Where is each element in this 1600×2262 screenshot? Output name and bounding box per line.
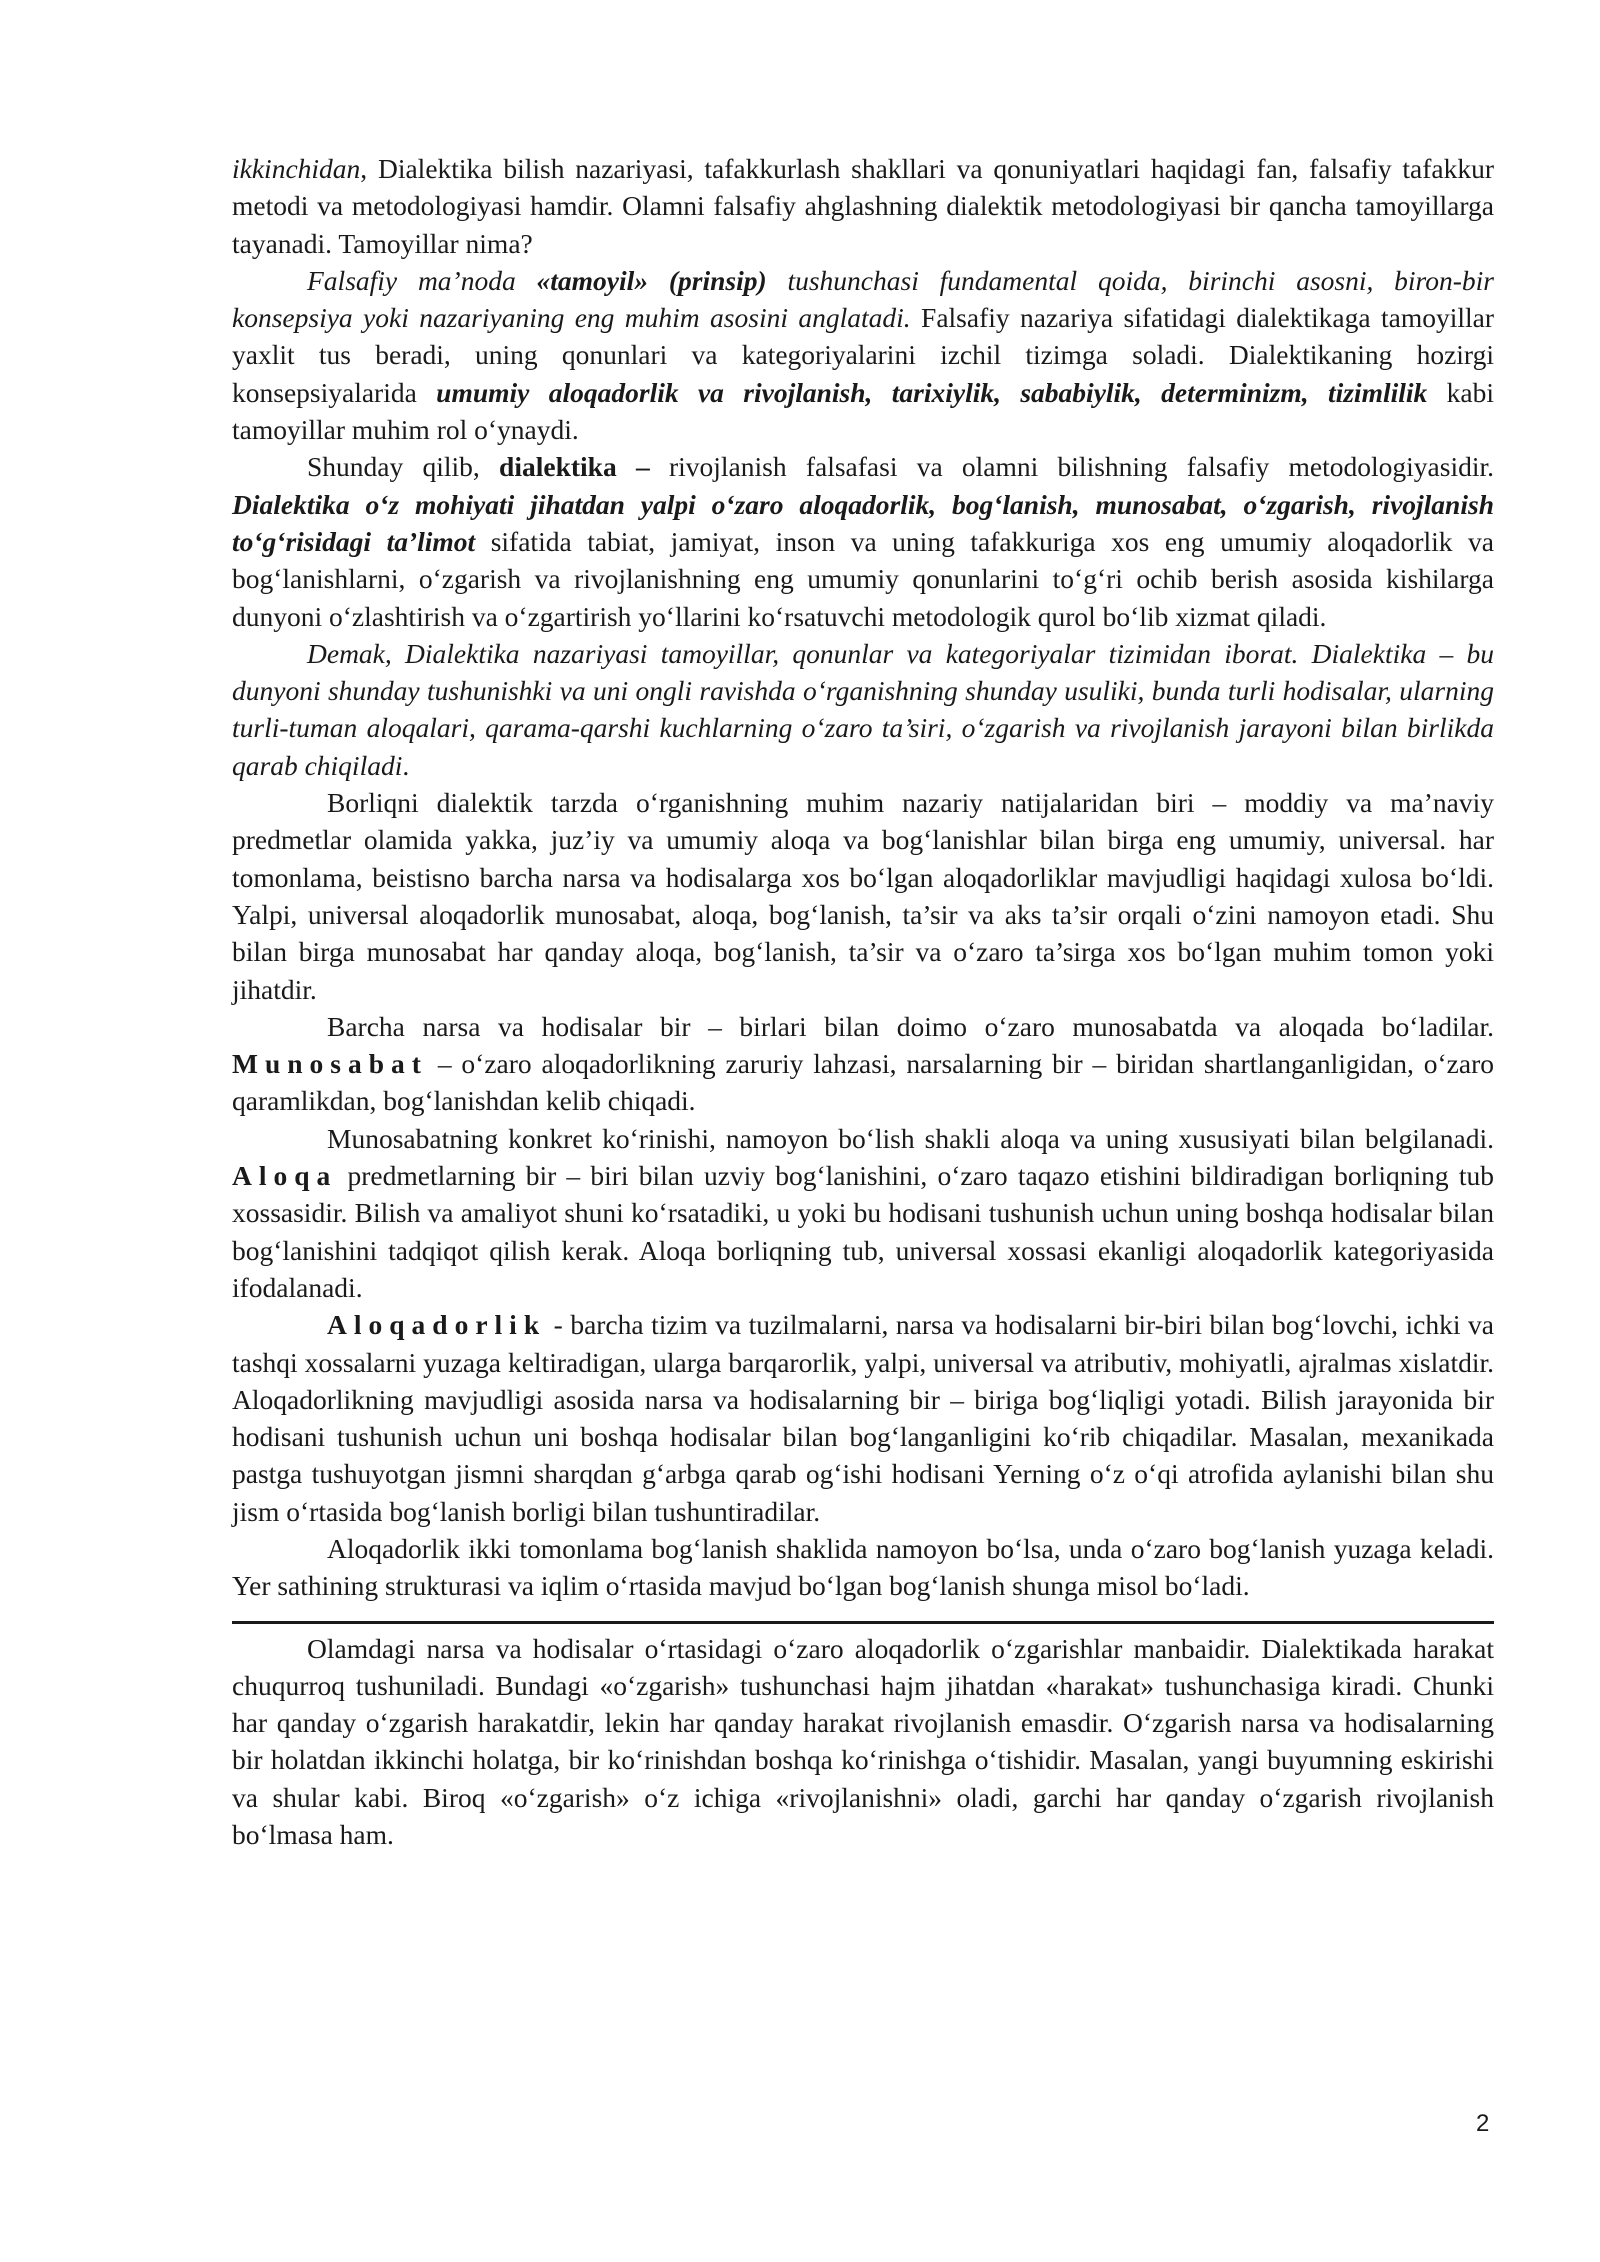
paragraph-text: Aloqadorlik ikki tomonlama bog‘lanish shaklida namoyon bo‘lsa, unda o‘zaro bog‘lanish yuzaga keladi. Yer sathining strukturasi va iqlim o‘rtasida mavjud bo‘lgan bog‘lanish shunga misol bo‘ladi. <box>232 1532 1494 1602</box>
paragraph-10 <box>232 1630 1494 1854</box>
paragraph-9 <box>232 1530 1494 1605</box>
paragraph-2 <box>232 262 1494 448</box>
paragraph-text: Munosabatning konkret ko‘rinishi, namoyon bo‘lish shakli aloqa va uning xususiyati bilan belgilanadi. <box>327 1122 1494 1154</box>
paragraph-4 <box>232 635 1494 784</box>
paragraph-1 <box>232 150 1494 262</box>
paragraph-8 <box>232 1306 1494 1530</box>
paragraph-5 <box>232 784 1494 1008</box>
italic-text: Falsafiy ma’noda <box>307 264 537 296</box>
paragraph-text: sifatida tabiat, jamiyat, inson va uning tafakkuriga xos eng umumiy aloqadorlik va bog‘lanishlarni, o‘zgarish va rivojlanishning eng umumiy qonunlarini to‘g‘ri ochib berish asosida kishilarga dunyoni o‘zlashtirish va o‘zgartirish yo‘llarini ko‘rsatuvchi metodologik qurol bo‘lib xizmat qiladi. <box>232 525 1495 632</box>
section-divider <box>232 1621 1494 1624</box>
document-page <box>232 150 1494 1853</box>
paragraph-3 <box>232 448 1494 634</box>
paragraph-text: Shunday qilib, <box>307 451 500 483</box>
bold-term: dialektika – <box>499 451 650 483</box>
paragraph-text: , Dialektika bilish nazariyasi, tafakkurlash shakllari va qonuniyatlari haqidagi fan, falsafiy tafakkur metodi va metodologiyasi hamdir. Olamni falsafiy ahglashning dialektik metodologiyasi bir qancha tamoyillarga tayanadi. Tamoyillar nima? <box>232 153 1494 259</box>
paragraph-text: kabi tamoyillar muhim rol o‘ynaydi. <box>232 376 1494 446</box>
spaced-term-aloqa: Aloqa <box>232 1160 338 1192</box>
spaced-term-munosabat: Munosabat <box>232 1048 428 1080</box>
spaced-term-aloqadorlik: Aloqadorlik <box>327 1309 547 1341</box>
italic-text: Demak, Dialektika nazariyasi tamoyillar, qonunlar va kategoriyalar tizimidan iborat. Dialektika – bu dunyoni shunday tushunishki va uni ongli ravishda o‘rganishning shunday usuliki, bunda turli hodisalar, ularning turli-tuman aloqalari, qarama-qarshi kuchlarning o‘zaro ta’siri, o‘zgarish va rivojlanish jarayoni bilan birlikda qarab chiqiladi <box>232 637 1494 781</box>
bold-italic-term: «tamoyil» (prinsip) <box>536 264 767 296</box>
paragraph-text: - barcha tizim va tuzilmalarni, narsa va hodisalarni bir-biri bilan bog‘lovchi, ichki va tashqi xossalarni yuzaga keltiradigan, ularga barqarorlik, yalpi, universal va atributiv, mohiyatli, ajralmas xislatdir. Aloqadorlikning mavjudligi asosida narsa va hodisalarning bir – biriga bog‘liqligi yotadi. Bilish jarayonida bir hodisani tushunish uchun uni boshqa hodisalar bilan bog‘langanligini ko‘rib chiqadilar. Masalan, mexanikada pastga tushuyotgan jismni sharqdan g‘arbga qarab og‘ishi hodisani Yerning o‘z o‘qi atrofida aylanishi bilan shu jism o‘rtasida bog‘lanish borligi bilan tushuntiradilar. <box>232 1309 1494 1527</box>
paragraph-text: Falsafiy nazariya sifatidagi dialektikaga tamoyillar yaxlit tus beradi, uning qonunlari va kategoriyalarini izchil tizimga soladi. Dialektikaning hozirgi konsepsiyalarida <box>232 302 1494 408</box>
italic-text: tushunchasi fundamental qoida, birinchi asosni, biron-bir konsepsiya yoki nazariyaning eng muhim asosini anglatadi. <box>232 264 1494 334</box>
paragraph-6 <box>232 1008 1494 1120</box>
bold-italic-term: Dialektika o‘z mohiyati jihatdan yalpi o‘zaro aloqadorlik, bog‘lanish, munosabat, o‘zgarish, rivojlanish to‘g‘risidagi ta’limot <box>232 488 1494 557</box>
page-number: 2 <box>1476 2110 1490 2137</box>
paragraph-text: Olamdagi narsa va hodisalar o‘rtasidagi o‘zaro aloqadorlik o‘zgarishlar manbaidir. Dialektikada harakat chuqurroq tushuniladi. Bundagi «o‘zgarish» tushunchasi hajm jihatdan «harakat» tushunchasiga kiradi. Chunki har qanday o‘zgarish harakatdir, lekin har qanday harakat rivojlanish emasdir. O‘zgarish narsa va hodisalarning bir holatdan ikkinchi holatga, bir ko‘rinishdan boshqa ko‘rinishga o‘tishidir. Masalan, yangi buyumning eskirishi va shular kabi. Biroq «o‘zgarish» o‘z ichiga «rivojlanishni» oladi, garchi har qanday o‘zgarish rivojlanish bo‘lmasa ham. <box>232 1632 1494 1851</box>
italic-lead: ikkinchidan <box>232 153 361 184</box>
bold-italic-term: umumiy aloqadorlik va rivojlanish, tarixiylik, sababiylik, determinizm, tizimlilik <box>436 376 1428 408</box>
paragraph-text: Borliqni dialektik tarzda o‘rganishning muhim nazariy natijalaridan biri – moddiy va ma’naviy predmetlar olamida yakka, juz’iy va umumiy aloqa va bog‘lanishlar bilan birga eng umumiy, universal. har tomonlama, beistisno barcha narsa va hodisalarga xos bo‘lgan aloqadorliklar mavjudligi haqidagi xulosa bo‘ldi. Yalpi, universal aloqadorlik munosabat, aloqa, bog‘lanish, ta’sir va aks ta’sir orqali o‘zini namoyon etadi. Shu bilan birga munosabat har qanday aloqa, bog‘lanish, ta’sir va o‘zaro ta’sirga xos bo‘lgan muhim tomon yoki jihatdir. <box>232 787 1494 1005</box>
paragraph-text: predmetlarning bir – biri bilan uzviy bog‘lanishini, o‘zaro taqazo etishini bildiradigan borliqning tub xossasidir. Bilish va amaliyot shuni ko‘rsatadiki, u yoki bu hodisani tushunish uchun uning boshqa hodisalar bilan bog‘lanishini tadqiqot qilish kerak. Aloqa borliqning tub, universal xossasi ekanligi aloqadorlik kategoriyasida ifodalanadi. <box>232 1160 1494 1303</box>
paragraph-text: . <box>402 749 410 781</box>
paragraph-7 <box>232 1120 1494 1306</box>
paragraph-text: Barcha narsa va hodisalar bir – birlari bilan doimo o‘zaro munosabatda va aloqada bo‘ladilar. <box>327 1010 1494 1042</box>
paragraph-text: – o‘zaro aloqadorlikning zaruriy lahzasi, narsalarning bir – biridan shartlanganligidan, o‘zaro qaramlikdan, bog‘lanishdan kelib chiqadi. <box>232 1048 1494 1117</box>
paragraph-text: rivojlanish falsafasi va olamni bilishning falsafiy metodologiyasidir. <box>649 451 1494 483</box>
